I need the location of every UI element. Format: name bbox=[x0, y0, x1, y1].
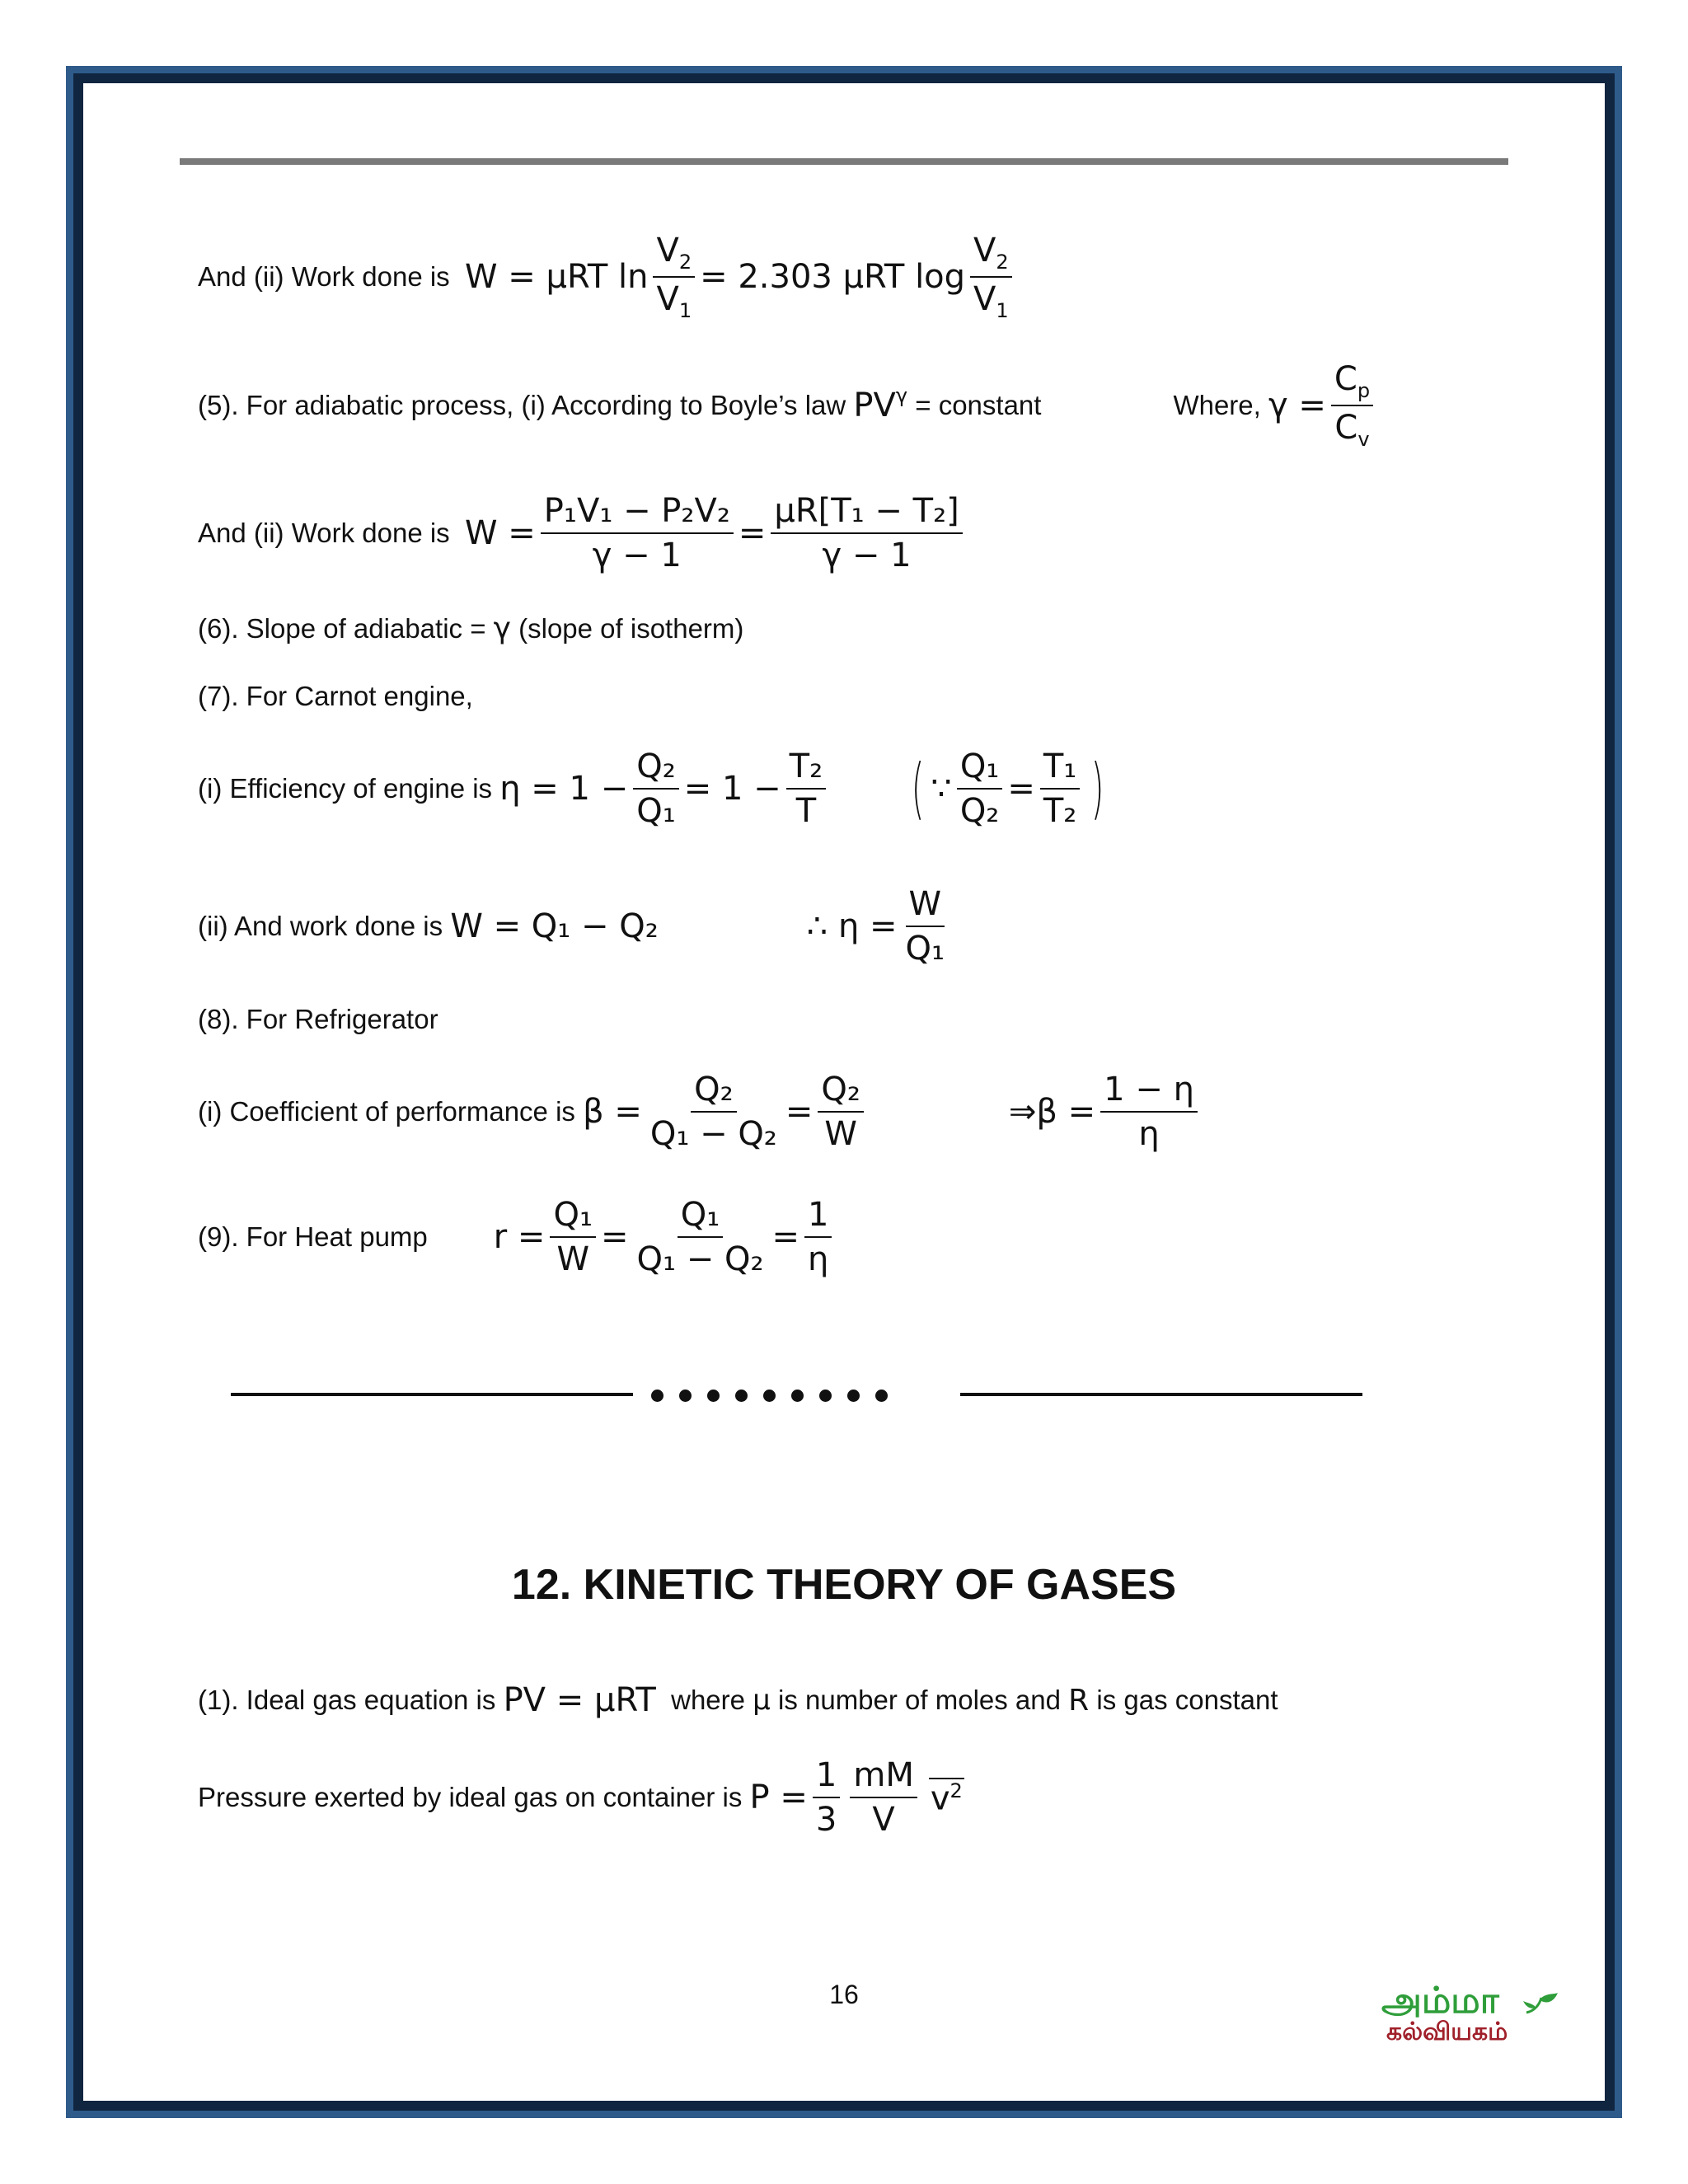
text: (i) Efficiency of engine is bbox=[198, 773, 493, 804]
logo-text-bottom: கல்வியகம் bbox=[1386, 2018, 1508, 2046]
refrigerator-cop-line bbox=[198, 1071, 1203, 1152]
numerator: V bbox=[656, 232, 679, 269]
denominator: η bbox=[1138, 1115, 1160, 1153]
text: (8). For Refrigerator bbox=[198, 1004, 438, 1034]
formula-lhs: P = bbox=[749, 1779, 808, 1816]
denominator: V bbox=[656, 280, 679, 319]
denominator: Q₂ bbox=[959, 792, 1000, 830]
carnot-heading-line bbox=[198, 681, 473, 712]
numerator: 1 − η bbox=[1100, 1071, 1198, 1113]
page-number: 16 bbox=[829, 1980, 859, 2009]
numerator: Q₁ bbox=[957, 748, 1003, 790]
text: (6). Slope of adiabatic = bbox=[198, 612, 486, 644]
separator-dot bbox=[707, 1390, 720, 1402]
text: And (ii) Work done is bbox=[198, 261, 450, 293]
formula bbox=[465, 493, 968, 574]
denominator: W bbox=[556, 1240, 589, 1278]
formula bbox=[583, 1071, 1203, 1152]
fraction bbox=[1040, 748, 1080, 829]
separator-dot bbox=[679, 1390, 692, 1402]
top-rule bbox=[180, 158, 1508, 165]
separator-line-left bbox=[231, 1393, 633, 1396]
numerator: T₂ bbox=[786, 748, 826, 790]
equals: = bbox=[600, 1218, 629, 1256]
text: (slope of isotherm) bbox=[518, 612, 744, 644]
slope-adiabatic-line bbox=[198, 612, 743, 645]
denominator: γ − 1 bbox=[592, 537, 682, 574]
exponent: 2 bbox=[950, 1779, 963, 1802]
mean-square-velocity bbox=[929, 1778, 964, 1817]
denominator: Q₁ − Q₂ bbox=[636, 1240, 764, 1278]
formula-lhs: η = 1 − bbox=[499, 770, 629, 808]
separator-dot bbox=[875, 1390, 888, 1402]
adiabatic-boyle-line bbox=[198, 361, 1378, 451]
numerator: Q₂ bbox=[633, 748, 679, 790]
fraction bbox=[647, 1071, 781, 1152]
denominator: T bbox=[795, 792, 817, 830]
denominator: C bbox=[1334, 409, 1358, 448]
fraction bbox=[804, 1197, 832, 1277]
separator-dot bbox=[847, 1390, 860, 1402]
subscript: v bbox=[1357, 428, 1370, 452]
mu: μ bbox=[753, 1684, 771, 1717]
denominator: Q₁ − Q₂ bbox=[649, 1115, 777, 1153]
numerator: Q₁ bbox=[678, 1197, 724, 1238]
formula bbox=[1268, 361, 1378, 451]
exponent: γ bbox=[895, 384, 908, 408]
denominator: Q₁ bbox=[905, 930, 945, 968]
pressure-line bbox=[198, 1757, 964, 1838]
separator-dot bbox=[763, 1390, 776, 1402]
text: (i) Coefficient of performance is bbox=[198, 1096, 575, 1127]
text: (ii) And work done is bbox=[198, 911, 443, 941]
fraction bbox=[1331, 361, 1373, 451]
fraction bbox=[850, 1757, 917, 1838]
formula-lhs: β = bbox=[583, 1093, 642, 1131]
text: (1). Ideal gas equation is bbox=[198, 1685, 496, 1715]
leaf-icon bbox=[1523, 1991, 1559, 2016]
implies: ⇒β = bbox=[1008, 1093, 1096, 1131]
gamma: γ bbox=[493, 612, 511, 645]
fraction bbox=[541, 493, 734, 574]
subscript: 2 bbox=[996, 251, 1009, 274]
formula bbox=[499, 748, 1110, 829]
fraction bbox=[813, 1757, 840, 1838]
equals: = bbox=[771, 1218, 799, 1256]
isothermal-work-line bbox=[198, 232, 1017, 322]
text: (5). For adiabatic process, (i) According to Boyle’s law bbox=[198, 390, 846, 421]
text: And (ii) Work done is bbox=[198, 518, 450, 548]
pv: PV bbox=[853, 387, 896, 425]
numerator: mM bbox=[850, 1757, 917, 1798]
text: where bbox=[671, 1685, 745, 1715]
fraction bbox=[818, 1071, 864, 1152]
equals: = bbox=[1007, 770, 1035, 808]
fraction bbox=[786, 748, 826, 829]
denominator: η bbox=[808, 1240, 829, 1278]
formula-lhs: r = bbox=[493, 1218, 546, 1256]
because: ∵ bbox=[931, 770, 952, 808]
numerator: μR[T₁ − T₂] bbox=[771, 493, 962, 534]
denominator: V bbox=[872, 1801, 895, 1839]
formula: PV = μRT bbox=[503, 1681, 656, 1719]
subscript: 1 bbox=[996, 299, 1009, 323]
formula-lhs: W = bbox=[465, 514, 536, 552]
denominator: V bbox=[973, 280, 996, 319]
separator-dot bbox=[651, 1390, 663, 1402]
text: (9). For Heat pump bbox=[198, 1221, 428, 1252]
formula: W = Q₁ − Q₂ bbox=[450, 907, 659, 945]
carnot-work-line bbox=[198, 886, 953, 967]
separator-dot bbox=[735, 1390, 748, 1402]
numerator: 1 bbox=[813, 1757, 840, 1798]
separator-dots bbox=[651, 1390, 888, 1402]
numerator: W bbox=[906, 886, 945, 927]
denominator: 3 bbox=[815, 1801, 837, 1839]
subscript: p bbox=[1357, 379, 1371, 402]
fraction bbox=[957, 748, 1003, 829]
numerator: Q₂ bbox=[818, 1071, 864, 1113]
adiabatic-work-line bbox=[198, 493, 968, 574]
denominator: T₂ bbox=[1043, 792, 1077, 830]
gamma-eq: γ = bbox=[1268, 387, 1326, 425]
formula bbox=[807, 886, 953, 967]
equals: = bbox=[738, 514, 767, 552]
fraction bbox=[771, 493, 962, 574]
numerator: Q₁ bbox=[550, 1197, 596, 1238]
carnot-efficiency-line bbox=[198, 748, 1111, 829]
formula-lhs: W = μRT ln bbox=[465, 258, 649, 297]
text: Pressure exerted by ideal gas on container is bbox=[198, 1782, 743, 1812]
fraction bbox=[653, 232, 695, 322]
refrigerator-heading-line bbox=[198, 1004, 438, 1035]
formula bbox=[853, 384, 908, 425]
heat-pump-line bbox=[198, 1197, 837, 1277]
text: is number of moles and bbox=[777, 1685, 1061, 1715]
separator-line-right bbox=[960, 1393, 1362, 1396]
formula bbox=[465, 232, 1017, 322]
logo-text-top: அம்மா bbox=[1381, 1980, 1499, 2022]
fraction bbox=[970, 232, 1012, 322]
text: = constant bbox=[915, 390, 1042, 421]
denominator: Q₁ bbox=[636, 792, 676, 830]
fraction bbox=[634, 1197, 767, 1277]
numerator: C bbox=[1334, 360, 1357, 398]
chapter-heading: 12. KINETIC THEORY OF GASES bbox=[511, 1561, 1177, 1609]
subscript: 1 bbox=[678, 299, 692, 323]
formula-mid: = 2.303 μRT log bbox=[700, 258, 966, 297]
separator-dot bbox=[791, 1390, 804, 1402]
fraction bbox=[550, 1197, 596, 1277]
denominator: W bbox=[824, 1115, 857, 1153]
equals: = bbox=[785, 1093, 814, 1131]
numerator: 1 bbox=[804, 1197, 832, 1238]
fraction bbox=[903, 886, 949, 967]
amma-kalviyagam-logo bbox=[1381, 1980, 1571, 2047]
r: R bbox=[1068, 1683, 1090, 1718]
text: is gas constant bbox=[1096, 1685, 1278, 1715]
formula-mid: = 1 − bbox=[683, 770, 781, 808]
fraction bbox=[1100, 1071, 1198, 1152]
fraction bbox=[633, 748, 679, 829]
paren-left: ( bbox=[911, 750, 925, 827]
ideal-gas-line bbox=[198, 1681, 1278, 1719]
numerator: V bbox=[973, 232, 996, 269]
numerator: T₁ bbox=[1040, 748, 1080, 790]
paren-right: ) bbox=[1091, 750, 1104, 827]
velocity: v bbox=[930, 1779, 950, 1818]
text: (7). For Carnot engine, bbox=[198, 681, 473, 711]
text: Where, bbox=[1173, 390, 1261, 421]
subscript: 2 bbox=[678, 251, 692, 274]
formula bbox=[750, 1757, 964, 1838]
separator-dot bbox=[819, 1390, 832, 1402]
numerator: P₁V₁ − P₂V₂ bbox=[541, 493, 734, 534]
denominator: γ − 1 bbox=[822, 537, 912, 574]
numerator: Q₂ bbox=[691, 1071, 737, 1113]
therefore: ∴ η = bbox=[806, 907, 898, 945]
formula bbox=[494, 1197, 837, 1277]
